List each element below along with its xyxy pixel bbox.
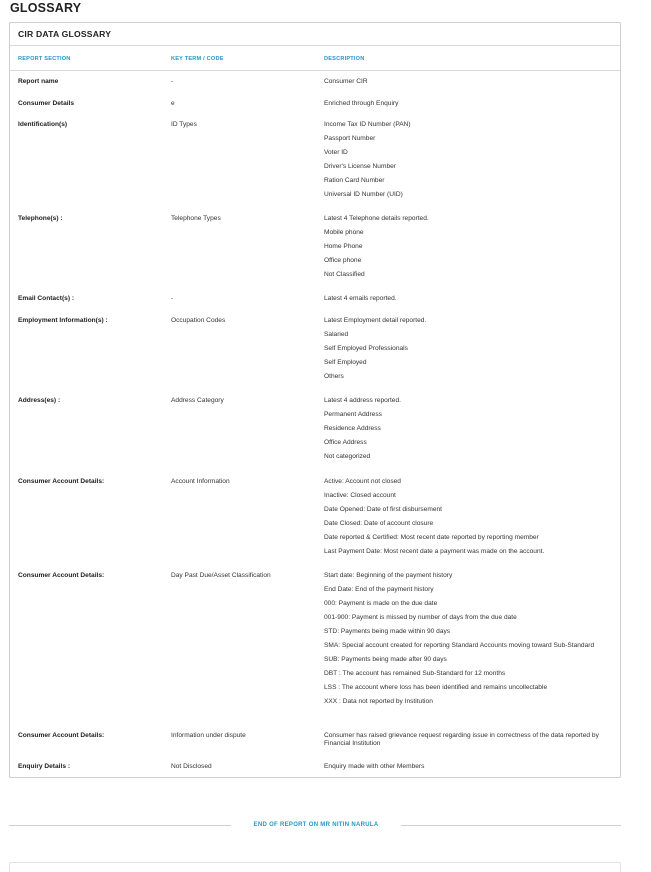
description-line: Inactive: Closed account [324, 492, 396, 500]
key-term-cell: Address Category [171, 397, 224, 404]
column-header-divider [10, 70, 620, 71]
description-line: Passport Number [324, 135, 376, 143]
description-line: Not categorized [324, 453, 371, 461]
description-line: SMA: Special account created for reporting Standard Accounts moving toward Sub-Standard [324, 642, 595, 650]
footer-divider-left [9, 825, 231, 826]
description-line: End Date: End of the payment history [324, 586, 434, 594]
description-line: Date Closed: Date of account closure [324, 520, 434, 528]
description-line: Consumer CIR [324, 78, 368, 85]
description-line: Voter ID [324, 149, 348, 157]
description-cell [324, 317, 616, 387]
description-line: Latest Employment detail reported. [324, 317, 427, 324]
description-cell [324, 572, 616, 712]
card-title-divider [10, 45, 620, 46]
footer-divider-right [401, 825, 621, 826]
key-term-cell: e [171, 100, 175, 107]
description-line: Not Classified [324, 271, 365, 279]
key-term-cell: - [171, 295, 174, 302]
report-section-cell: Consumer Details [18, 100, 75, 107]
description-cell [324, 732, 616, 754]
glossary-card [9, 22, 621, 778]
description-line: Enriched through Enquiry [324, 100, 399, 107]
description-line: Enquiry made with other Members [324, 763, 425, 770]
description-cell [324, 763, 616, 777]
description-line: Office phone [324, 257, 362, 265]
key-term-cell: Account Information [171, 478, 230, 485]
description-line: Latest 4 address reported. [324, 397, 401, 404]
description-line: Date Opened: Date of first disbursement [324, 506, 443, 514]
description-line: Self Employed Professionals [324, 345, 408, 353]
next-section-card-edge [9, 862, 621, 872]
description-line: STD: Payments being made within 90 days [324, 628, 451, 636]
description-line: Universal ID Number (UID) [324, 191, 403, 199]
description-cell [324, 215, 616, 285]
key-term-cell: - [171, 78, 174, 85]
description-line: Salaried [324, 331, 349, 339]
column-header-description: DESCRIPTION [324, 56, 365, 62]
description-line: Mobile phone [324, 229, 364, 237]
description-line: Income Tax ID Number (PAN) [324, 121, 411, 128]
description-line: Permanent Address [324, 411, 382, 419]
report-section-cell: Employment Information(s) : [18, 317, 108, 324]
description-cell [324, 295, 616, 309]
report-section-cell: Identification(s) [18, 121, 68, 128]
description-line: Active: Account not closed [324, 478, 401, 485]
description-cell [324, 478, 616, 563]
report-section-cell: Enquiry Details : [18, 763, 71, 770]
description-line: SUB: Payments being made after 90 days [324, 656, 447, 664]
key-term-cell: Not Disclosed [171, 763, 212, 770]
report-section-cell: Email Contact(s) : [18, 295, 75, 302]
description-cell [324, 78, 616, 92]
description-line: 000: Payment is made on the due date [324, 600, 438, 608]
report-section-cell: Address(es) : [18, 397, 61, 404]
key-term-cell: Telephone Types [171, 215, 221, 222]
description-cell [324, 397, 616, 467]
description-line: Self Employed [324, 359, 367, 367]
description-line: XXX : Data not reported by Institution [324, 698, 433, 706]
report-section-cell: Consumer Account Details: [18, 478, 105, 485]
page-title: GLOSSARY [10, 1, 82, 15]
description-line: 001-900: Payment is missed by number of days from the due date [324, 614, 517, 622]
key-term-cell: Information under dispute [171, 732, 246, 739]
description-line: DBT : The account has remained Sub-Standard for 12 months [324, 670, 506, 678]
description-line: Consumer has raised grievance request regarding issue in correctness of the data reported by Financial Institution [324, 732, 599, 748]
report-section-cell: Consumer Account Details: [18, 732, 105, 739]
column-header-key-term: KEY TERM / CODE [171, 56, 224, 62]
description-line: Latest 4 emails reported. [324, 295, 397, 302]
description-line: Others [324, 373, 344, 381]
report-section-cell: Report name [18, 78, 59, 85]
key-term-cell: ID Types [171, 121, 197, 128]
description-cell [324, 121, 616, 206]
description-line: Last Payment Date: Most recent date a payment was made on the account. [324, 548, 545, 556]
description-line: LSS : The account where loss has been identified and remains uncollectable [324, 684, 548, 692]
report-section-cell: Telephone(s) : [18, 215, 63, 222]
description-line: Office Address [324, 439, 367, 447]
report-section-cell: Consumer Account Details: [18, 572, 105, 579]
description-line: Ration Card Number [324, 177, 385, 185]
description-cell [324, 100, 616, 114]
description-line: Start date: Beginning of the payment history [324, 572, 453, 579]
card-title: CIR DATA GLOSSARY [18, 29, 112, 39]
description-line: Home Phone [324, 243, 363, 251]
key-term-cell: Occupation Codes [171, 317, 226, 324]
description-line: Residence Address [324, 425, 381, 433]
description-line: Driver's License Number [324, 163, 396, 171]
column-header-report-section: REPORT SECTION [18, 56, 71, 62]
description-line: Latest 4 Telephone details reported. [324, 215, 429, 222]
description-line: Date reported & Certified: Most recent date reported by reporting member [324, 534, 539, 542]
end-of-report-text: END OF REPORT ON MR NITIN NARULA [253, 822, 379, 828]
key-term-cell: Day Past Due/Asset Classification [171, 572, 271, 579]
